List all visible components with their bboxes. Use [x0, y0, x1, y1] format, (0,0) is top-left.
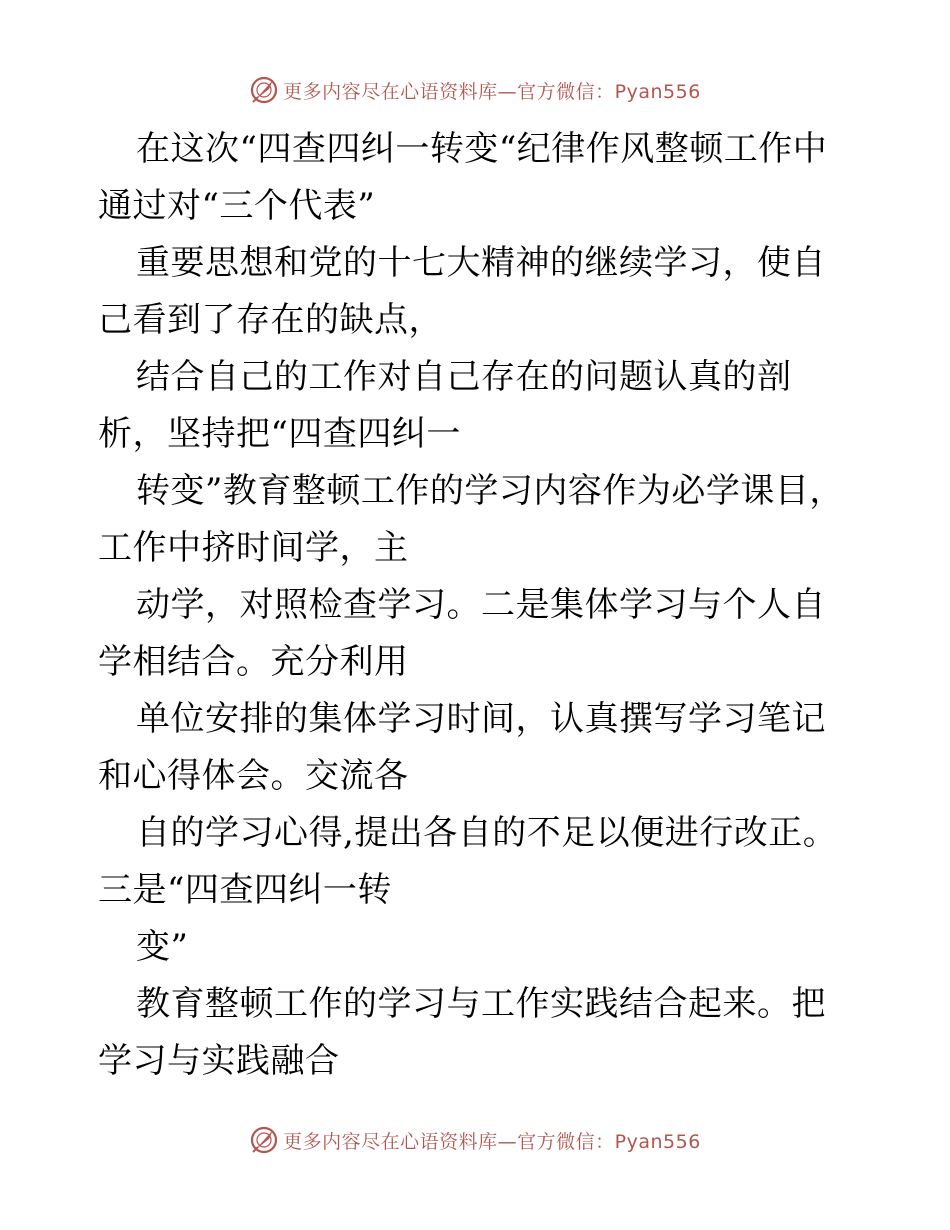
footer-banner — [0, 1120, 950, 1160]
header-banner-text: 更多内容尽在心语资料库—官方微信：Pyan556 — [283, 80, 701, 103]
paragraph: 教育整顿工作的学习与工作实践结合起来。把学习与实践融合 — [98, 984, 826, 1081]
feather-pen-circle-icon — [249, 75, 279, 105]
document-body — [98, 121, 858, 1090]
header-banner — [0, 70, 950, 110]
footer-banner-text: 更多内容尽在心语资料库—官方微信：Pyan556 — [283, 1130, 701, 1153]
paragraph: 变” — [136, 927, 189, 967]
paragraph: 在这次“四查四纠一转变“纪律作风整顿工作中通过对“三个代表” — [98, 129, 828, 226]
paragraph: 动学，对照检查学习。二是集体学习与个人自学相结合。充分利用 — [98, 585, 826, 682]
paragraph: 转变”教育整顿工作的学习内容作为必学课目，工作中挤时间学，主 — [98, 471, 844, 568]
paragraph: 结合自己的工作对自己存在的问题认真的剖析，坚持把“四查四纠一 — [98, 357, 792, 454]
paragraph: 自的学习心得,提出各自的不足以便进行改正。三是“四查四纠一转 — [98, 813, 838, 910]
feather-pen-circle-icon — [249, 1125, 279, 1155]
paragraph: 单位安排的集体学习时间，认真撰写学习笔记和心得体会。交流各 — [98, 699, 826, 796]
paragraph: 重要思想和党的十七大精神的继续学习，使自己看到了存在的缺点， — [98, 243, 826, 340]
